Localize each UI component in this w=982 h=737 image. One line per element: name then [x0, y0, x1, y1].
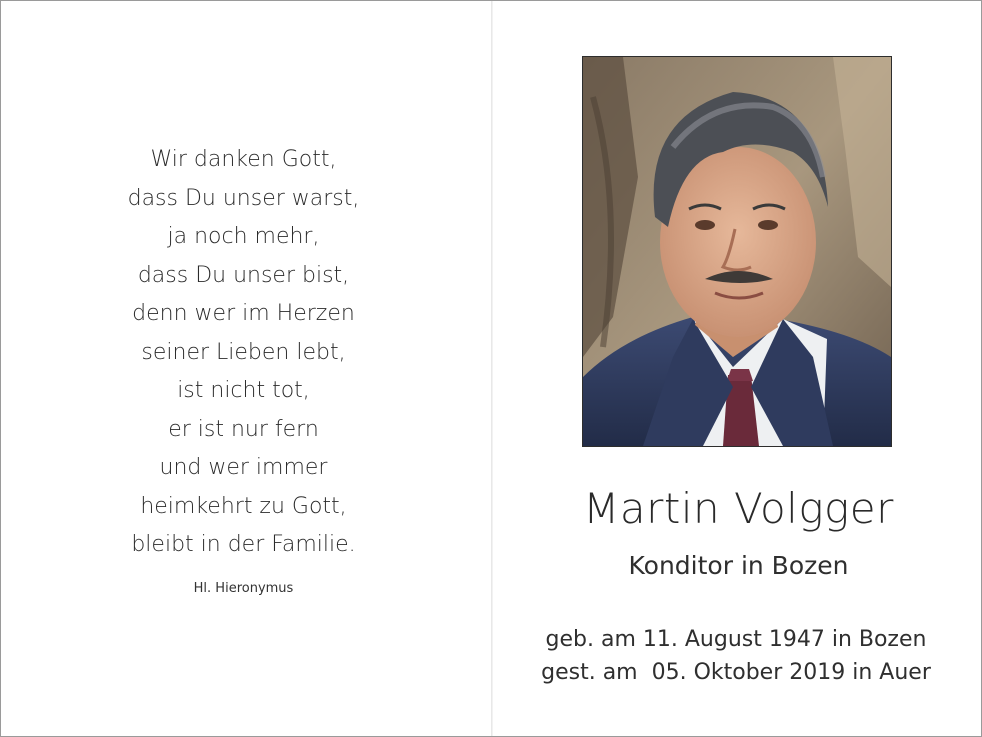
card-fold-line [491, 1, 493, 736]
poem-line: bleibt in der Familie. [131, 532, 356, 557]
poem-line: denn wer im Herzen [132, 301, 355, 326]
poem-line: ist nicht tot, [177, 378, 310, 403]
life-dates [521, 623, 951, 689]
poem-line: seiner Lieben lebt, [141, 339, 346, 365]
poem-line: Wir danken Gott, [150, 147, 337, 172]
poem-block [41, 141, 446, 596]
poem-line: und wer immer [159, 455, 328, 480]
portrait-photo [582, 56, 892, 447]
poem-line: er ist nur fern [168, 416, 319, 442]
deceased-profession: Konditor in Bozen [628, 551, 849, 580]
death-date-line: gest. am 05. Oktober 2019 in Auer [541, 660, 931, 685]
poem-line: dass Du unser bist, [137, 262, 350, 288]
birth-date-line: geb. am 11. August 1947 in Bozen [545, 627, 927, 652]
deceased-name: Martin Volgger [583, 484, 894, 533]
poem-line: heimkehrt zu Gott, [140, 493, 347, 519]
poem-line: dass Du unser warst, [127, 185, 360, 211]
poem-author: Hl. Hieronymus [193, 580, 294, 596]
poem-line: ja noch mehr, [167, 224, 320, 249]
